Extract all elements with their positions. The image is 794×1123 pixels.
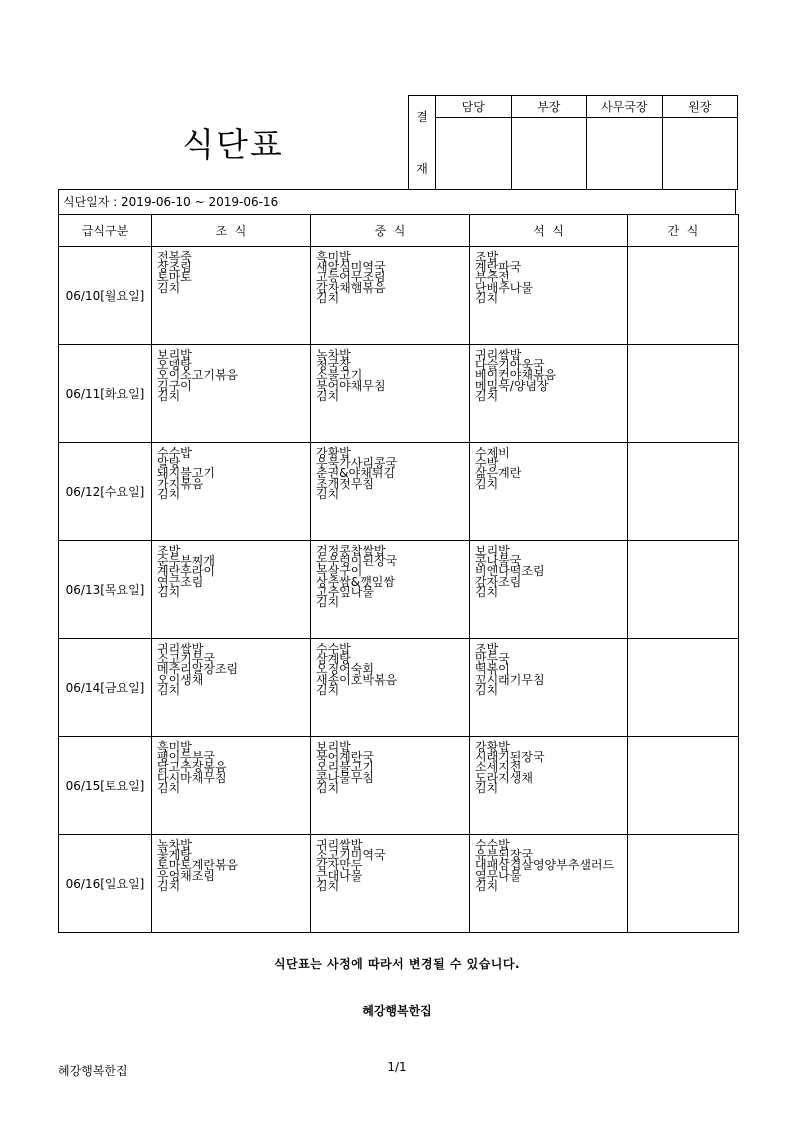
menu-item: 조밥 (475, 250, 499, 264)
menu-item: 흑미밥 (157, 740, 192, 754)
menu-item: 녹차밥 (316, 348, 351, 362)
menu-item: 소불고기 (316, 368, 363, 383)
menu-item: 부추전 (475, 270, 510, 285)
day-label: 06/11[화요일] (59, 345, 152, 443)
menu-item: 북어야채무침 (316, 378, 386, 393)
lunch-cell (311, 835, 470, 933)
snack-cell (628, 541, 739, 639)
menu-item: 가지볶음 (157, 476, 204, 491)
breakfast-cell (152, 737, 311, 835)
dinner-cell (470, 835, 628, 933)
menu-item: 연근조림 (157, 574, 204, 589)
menu-item: 열무나물 (475, 868, 522, 883)
menu-item: 오뎅탕 (157, 358, 192, 373)
snack-cell (628, 345, 739, 443)
snack-cell (628, 639, 739, 737)
menu-item: 보리밥 (475, 544, 510, 558)
day-label: 06/16[일요일] (59, 835, 152, 933)
menu-item: 김치 (157, 486, 181, 501)
dinner-cell (470, 247, 628, 345)
menu-item: 계란후라이 (157, 564, 215, 579)
menu-item: 메밀묵/양념장 (475, 378, 549, 393)
menu-item: 우엉채조림 (157, 868, 215, 883)
table-row (59, 247, 739, 345)
page-title: 식단표 (182, 124, 284, 164)
approval-header-staff: 담당 (436, 96, 512, 118)
dinner-cell (470, 737, 628, 835)
menu-item: 베이컨야채볶음 (475, 368, 557, 383)
snack-cell (628, 737, 739, 835)
dinner-cell (470, 345, 628, 443)
menu-item: 전복죽 (157, 250, 192, 264)
menu-item: 귀리쌀밥 (157, 642, 204, 656)
menu-item: 조밥 (475, 642, 499, 656)
menu-item: 흑미밥 (316, 250, 351, 264)
day-label: 06/14[금요일] (59, 639, 152, 737)
menu-item: 토마토 (157, 270, 192, 285)
menu-item: 김치 (475, 878, 499, 893)
breakfast-cell (152, 443, 311, 541)
menu-item: 꼬시래기무침 (475, 672, 545, 687)
organization-name: 혜강행복한집 (362, 1004, 432, 1018)
snack-cell (628, 443, 739, 541)
menu-item: 김치 (316, 682, 340, 697)
footer-organization: 혜강행복한집 (58, 1064, 128, 1078)
table-row (59, 737, 739, 835)
menu-item: 팽이두부국 (157, 750, 215, 765)
menu-item: 다슬기아욱국 (475, 358, 545, 373)
menu-item: 고추잎나물 (316, 584, 374, 599)
snack-cell (628, 835, 739, 933)
menu-item: 소고기미역국 (316, 848, 386, 863)
menu-item: 북어계란국 (316, 750, 374, 765)
menu-item: 김치 (475, 388, 499, 403)
dinner-cell (470, 541, 628, 639)
menu-item: 고등어무조림 (316, 270, 386, 285)
menu-item: 토마토계란볶음 (157, 858, 239, 873)
menu-item: 새알심미역국 (316, 260, 386, 275)
menu-item: 떡볶이 (475, 662, 510, 677)
date-range: 식단일자 : 2019-06-10 ~ 2019-06-16 (58, 189, 736, 214)
menu-item: 콩나물무침 (316, 770, 374, 785)
lunch-cell (311, 345, 470, 443)
menu-item: 조개젓무침 (316, 476, 374, 491)
menu-item: 오이소고기볶음 (157, 368, 239, 383)
menu-item: 김치 (475, 584, 499, 599)
menu-item: 우묵가사리콩국 (316, 456, 398, 471)
menu-item: 논우렁이된장국 (316, 554, 398, 569)
dinner-cell (470, 639, 628, 737)
table-row (59, 639, 739, 737)
menu-item: 검정콩찹쌀밥 (316, 544, 386, 558)
menu-item: 조밥 (157, 544, 181, 558)
menu-item: 김치 (475, 290, 499, 305)
approval-header-manager: 부장 (511, 96, 587, 118)
day-label: 06/10[월요일] (59, 247, 152, 345)
menu-item: 감자채햄볶음 (316, 280, 386, 295)
menu-item: 콩나물국 (475, 554, 522, 569)
menu-item: 오리불고기 (316, 760, 374, 775)
menu-item: 수제비 (475, 446, 510, 460)
column-header-breakfast: 조 식 (152, 215, 311, 247)
day-label: 06/15[토요일] (59, 737, 152, 835)
menu-item: 김치 (157, 780, 181, 795)
breakfast-cell (152, 541, 311, 639)
menu-item: 귀리쌀밥 (316, 838, 363, 852)
menu-item: 새송이호박볶음 (316, 672, 398, 687)
lunch-cell (311, 541, 470, 639)
lunch-cell (311, 737, 470, 835)
menu-item: 비엔나떡조림 (475, 564, 545, 579)
menu-item: 계란파국 (475, 260, 522, 275)
menu-item: 김치 (475, 476, 499, 491)
table-row (59, 835, 739, 933)
menu-item: 시래기된장국 (475, 750, 545, 765)
menu-item: 김치 (475, 780, 499, 795)
menu-item: 강황밥 (316, 446, 351, 460)
menu-item: 다시마채무침 (157, 770, 227, 785)
breakfast-cell (152, 835, 311, 933)
menu-item: 유부된장국 (475, 848, 533, 863)
menu-item: 김구이 (157, 378, 192, 393)
menu-item: 소세지전 (475, 760, 522, 775)
change-notice: 식단표는 사정에 따라서 변경될 수 있습니다. (273, 957, 521, 971)
menu-item: 김치 (157, 682, 181, 697)
snack-cell (628, 247, 739, 345)
menu-item: 귀리쌀밥 (475, 348, 522, 362)
menu-item: 순두부찌개 (157, 554, 215, 569)
menu-item: 춘권&야채튀김 (316, 466, 395, 481)
menu-item: 녹차밥 (157, 838, 192, 852)
menu-item: 김치 (157, 280, 181, 295)
menu-item: 삶은계란 (475, 466, 522, 481)
column-header-snack: 간 식 (628, 215, 739, 247)
menu-item: 삼계탕 (316, 652, 351, 667)
menu-item: 김치 (316, 878, 340, 893)
menu-item: 김치 (316, 486, 340, 501)
menu-item: 꽃게탕 (157, 848, 192, 863)
breakfast-cell (152, 247, 311, 345)
column-header-category: 급식구분 (59, 215, 152, 247)
menu-item: 오징어숙회 (316, 662, 374, 677)
dinner-cell (470, 443, 628, 541)
menu-item: 김치 (316, 388, 340, 403)
menu-item: 감자만두 (316, 858, 363, 873)
menu-item: 근대나물 (316, 868, 363, 883)
column-header-dinner: 석 식 (470, 215, 628, 247)
lunch-cell (311, 443, 470, 541)
menu-item: 김치 (157, 878, 181, 893)
column-header-lunch: 중 식 (311, 215, 470, 247)
menu-item: 수수밥 (475, 838, 510, 852)
menu-item: 대패삼겹살영양부추샐러드 (475, 858, 615, 873)
day-label: 06/13[목요일] (59, 541, 152, 639)
menu-item: 수수밥 (316, 642, 351, 656)
menu-table (58, 214, 739, 933)
page-number: 1/1 (387, 1060, 407, 1074)
menu-item: 김치 (157, 584, 181, 599)
approval-table (408, 95, 738, 190)
approval-signature-box (511, 118, 587, 190)
menu-item: 김치 (475, 682, 499, 697)
menu-item: 도라지생채 (475, 770, 533, 785)
menu-item: 보리밥 (157, 348, 192, 362)
menu-item: 수수밥 (157, 446, 192, 460)
menu-item: 상추쌈&깻잎쌈 (316, 574, 395, 589)
menu-item: 김치 (157, 388, 181, 403)
menu-item: 돼지불고기 (157, 466, 215, 481)
approval-signature-box (662, 118, 738, 190)
table-row (59, 541, 739, 639)
breakfast-cell (152, 345, 311, 443)
menu-item: 알탕 (157, 456, 181, 471)
table-row (59, 345, 739, 443)
menu-item: 청국장 (316, 358, 351, 373)
day-label: 06/12[수요일] (59, 443, 152, 541)
approval-label: 결 재 (409, 96, 436, 190)
approval-header-secretary: 사무국장 (587, 96, 663, 118)
menu-item: 감자조림 (475, 574, 522, 589)
approval-signature-box (436, 118, 512, 190)
menu-item: 닭고추장볶음 (157, 760, 227, 775)
menu-item: 수박 (475, 456, 499, 471)
lunch-cell (311, 247, 470, 345)
breakfast-cell (152, 639, 311, 737)
menu-item: 강황밥 (475, 740, 510, 754)
menu-item: 목살구이 (316, 564, 363, 579)
menu-item: 오이생채 (157, 672, 204, 687)
menu-item: 만두국 (475, 652, 510, 667)
menu-item: 김치 (316, 780, 340, 795)
menu-item: 김치 (316, 595, 340, 610)
approval-signature-box (587, 118, 663, 190)
menu-item: 김치 (316, 290, 340, 305)
menu-item: 보리밥 (316, 740, 351, 754)
menu-item: 장조림 (157, 260, 192, 275)
table-row (59, 443, 739, 541)
lunch-cell (311, 639, 470, 737)
menu-item: 단배추나물 (475, 280, 533, 295)
approval-header-director: 원장 (662, 96, 738, 118)
menu-item: 소고기무국 (157, 652, 215, 667)
menu-item: 메추리알장조림 (157, 662, 239, 677)
